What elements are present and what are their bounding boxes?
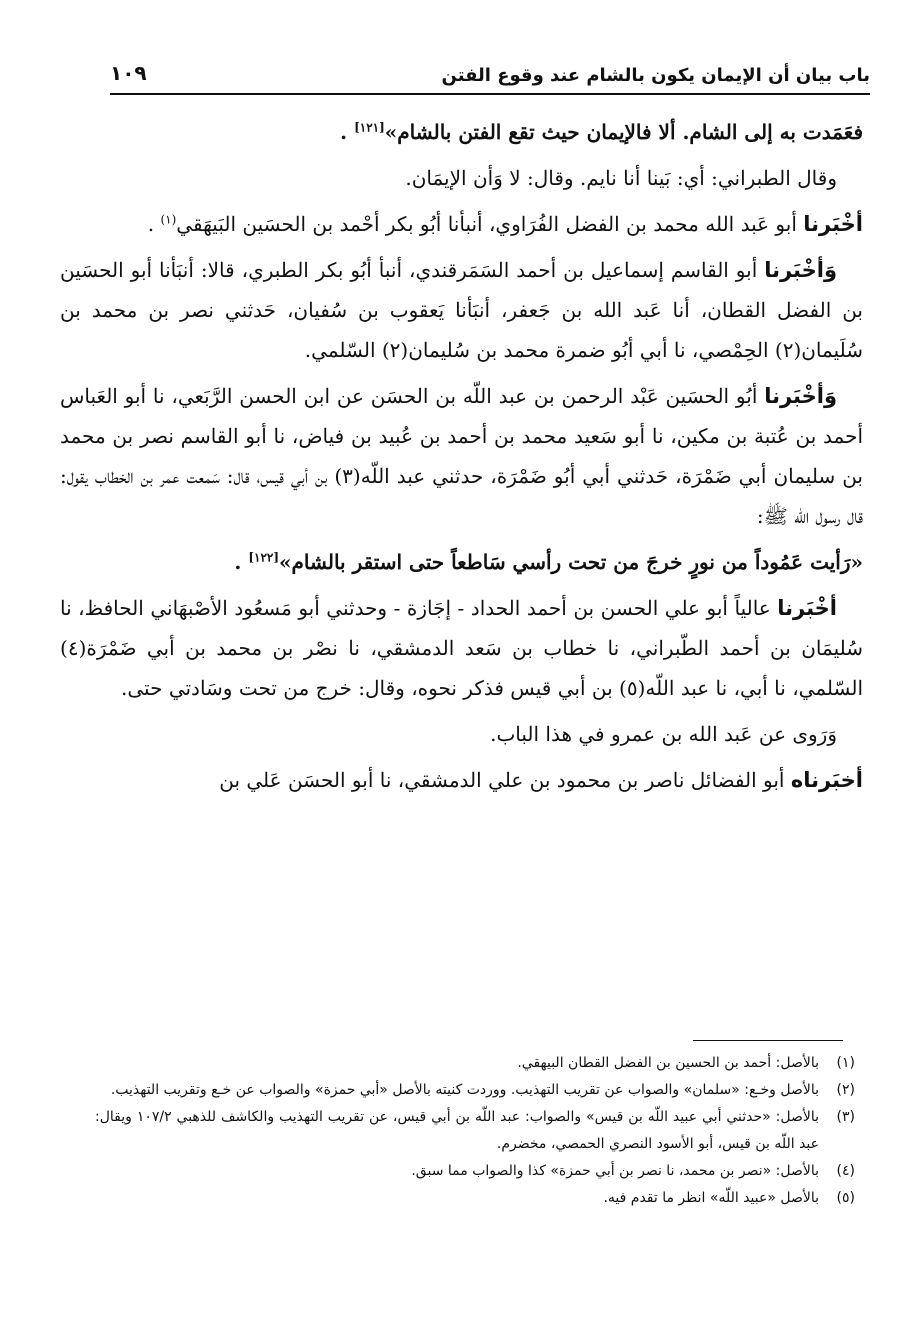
paragraph-text: أبو الفضائل ناصر بن محمود بن علي الدمشقي، نا أبو الحسَن عَلي بن: [219, 768, 785, 792]
paragraph-tail: .: [147, 212, 155, 236]
footnote-number: (٤): [836, 1163, 855, 1179]
footnote: [95, 1185, 855, 1212]
paragraph-text: أبُو الحسَين عَبْد الرحمن بن عبد اللّه بن الحسَن عن ابن الحسن الرَّبَعي، نا أبو العَباس أحمد بن عُتبة بن مكين، نا أبو سَعيد محمد بن أحمد بن عُبيد بن فياض، نا أبو القاسم نصر بن محمد بن سليمان أبي ضَمْرَة، حَدثني أبي أبُو ضَمْرَة، حدثني عبد اللّه(٣) بن أبي قيس، قال: سَمعت عمر بن الخطاب يقول: قال رسول الله ﷺ:: [60, 384, 863, 528]
footnotes: [95, 1050, 855, 1212]
footnote-text: بالأصل وخـع: «سلمان» والصواب عن تقريب التهذيب. ووردت كنيته بالأصل «أبي حمزة» والصواب عن خـع وتقريب التهذيب.: [110, 1082, 819, 1098]
paragraph-text: وَرَوى عن عَبد الله بن عمرو في هذا الباب.: [490, 722, 837, 746]
paragraph-text: «رَأيت عَمُوداً من نورٍ خرجَ من تحت رأسي سَاطعاً حتى استقر بالشام»: [279, 550, 863, 574]
paragraph-text: أبو القاسم إسماعيل بن أحمد السَمَرقندي، أنبأ أبُو بكر الطبري، قالا: أنبَأنا أبو الحسَين بن الفضل القطان، أنا عَبد الله بن جَعفر، أنبَأنا يَعقوب بن سُفيان، حَدثني نصر بن محمد بن سُلَيمان(٢) الحِمْصي، نا أبي أبُو ضمرة محمد بن سُليمان(٢) السّلمي.: [60, 258, 863, 362]
footnote: [95, 1158, 855, 1185]
paragraph: [60, 112, 863, 152]
main-text: [60, 112, 863, 806]
paragraph-lead: أخْبَرنا: [777, 596, 837, 620]
paragraph-text: فعَمَدت به إلى الشام. ألا فالإيمان حيث تقع الفتن بالشام»: [384, 120, 863, 144]
paragraph: [60, 250, 863, 370]
footnote-number: (٥): [836, 1190, 855, 1206]
footnote-number: (٢): [836, 1082, 855, 1098]
header-rule: [110, 93, 870, 95]
paragraph: [60, 158, 863, 198]
hadith-number: (١): [160, 212, 177, 227]
paragraph-text: وقال الطبراني: أي: بَينا أنا نايم. وقال: لا وَأن الإيمَان.: [405, 166, 837, 190]
paragraph-text: أبو عَبد الله محمد بن الفضل الفُرَاوي، أنبأنا أبُو بكر أحْمد بن الحسَين البَيهَقي: [176, 212, 797, 236]
footnote: [95, 1077, 855, 1104]
footnote-text: بالأصل: أحمد بن الحسين بن الفضل القطان البيهقي.: [517, 1055, 819, 1071]
paragraph-lead: أخْبَرنا: [803, 212, 863, 236]
footnote: [95, 1050, 855, 1077]
footnote-text: بالأصل «عبيد اللّه» انظر ما تقدم فيه.: [603, 1190, 819, 1206]
paragraph-tail: .: [234, 550, 242, 574]
hadith-number: [١٢١]: [354, 120, 385, 135]
page-header: [110, 55, 870, 95]
paragraph-lead: أخبَرناه: [790, 768, 863, 792]
footnote-number: (١): [836, 1055, 855, 1071]
paragraph-text: عالياً أبو علي الحسن بن أحمد الحداد - إجَازة - وحدثني أبو مَسعُود الأصْبهَاني الحافظ، نا سُليمَان بن أحمد الطّبراني، نا خطاب بن سَعد الدمشقي، نا نصْر بن محمد بن أبي ضَمْرَة(٤) السّلمي، نا أبي، نا عبد اللّه(٥) بن أبي قيس فذكر نحوه، وقال: خرج من تحت وسَادتي حتى.: [60, 596, 863, 700]
footnote-separator: [693, 1040, 843, 1041]
paragraph-lead: وَأخْبَرنا: [764, 258, 837, 282]
paragraph: [60, 376, 863, 536]
hadith-number: [١٢٢]: [248, 550, 280, 565]
page-number: ١٠٩: [110, 61, 147, 85]
paragraph: [60, 204, 863, 244]
paragraph-tail: .: [340, 120, 348, 144]
footnote-text: بالأصل: «نصر بن محمد، نا نصر بن أبي حمزة» كذا والصواب مما سبق.: [411, 1163, 819, 1179]
paragraph: [60, 714, 863, 754]
paragraph: [60, 588, 863, 708]
chapter-title: باب بيان أن الإيمان يكون بالشام عند وقوع الفتن: [441, 65, 870, 86]
footnote-text: بالأصل: «حدثني أبي عبيد اللّه بن قيس» والصواب: عبد اللّه بن أبي قيس، عن تقريب التهذيب والكاشف للذهبي ١٠٧/٢ ويقال: عبد اللّه بن قيس، أبو الأسود النصري الحمصي، مخضرم.: [95, 1109, 819, 1152]
footnote: [95, 1104, 855, 1158]
footnote-number: (٣): [836, 1109, 855, 1125]
paragraph-lead: وَأخْبَرنا: [764, 384, 837, 408]
paragraph: [60, 760, 863, 800]
paragraph: [60, 542, 863, 582]
